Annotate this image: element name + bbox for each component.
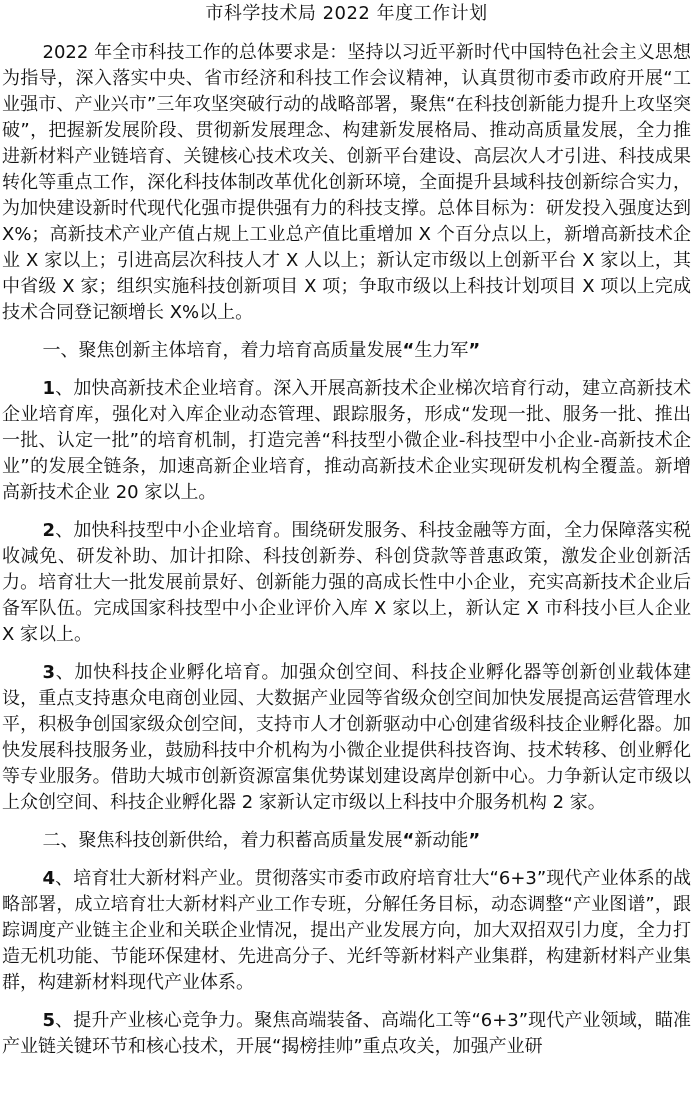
- item-paragraph-2: [2, 518, 691, 648]
- section-heading-1-text: 一、聚焦创新主体培育，着力培育高质量发展: [42, 340, 403, 361]
- item-text: 、提升产业核心竞争力。聚焦高端装备、高端化工等“6+3”现代产业领域，瞄准产业链关键环节和核心技术，开展“揭榜挂帅”重点攻关，加强产业研: [2, 1010, 691, 1057]
- section-heading-2-text: 二、聚焦科技创新供给，着力积蓄高质量发展: [42, 830, 403, 851]
- document-title: 市科学技术局 2022 年度工作计划: [205, 3, 488, 24]
- item-text: 、培育壮大新材料产业。贯彻落实市委市政府培育壮大“6+3”现代产业体系的战略部署，成立培育壮大新材料产业工作专班，分解任务目标，动态调整“产业图谱”，跟踪调度产业链主企业和关联企业情况，提出产业发展方向，加大双招双引力度，全力打造无机功能、节能环保建材、先进高分子、光纤等新材料产业集群，构建新材料产业集群，构建新材料现代产业体系。: [2, 868, 691, 993]
- item-number: 2: [42, 520, 56, 541]
- section-heading-2-open-quote: “: [402, 830, 415, 851]
- item-paragraph-3: [2, 660, 691, 816]
- item-text: 、加快高新技术企业培育。深入开展高新技术企业梯次培育行动，建立高新技术企业培育库，强化对入库企业动态管理、跟踪服务，形成“发现一批、服务一批、推出一批、认定一批”的培育机制，打造完善“科技型小微企业-科技型中小企业-高新技术企业”的发展全链条，加速高新企业培育，推动高新技术企业实现研发机构全覆盖。新增高新技术企业 20 家以上。: [2, 378, 691, 503]
- section-heading-1-close-quote: ”: [468, 340, 481, 361]
- section-heading-2-keyword: 新动能: [414, 830, 469, 851]
- section-heading-1: [2, 338, 691, 364]
- section-heading-2-close-quote: ”: [468, 830, 481, 851]
- item-paragraph-1: [2, 376, 691, 506]
- section-heading-2: [2, 828, 691, 854]
- item-number: 4: [42, 868, 56, 889]
- item-number: 5: [42, 1010, 56, 1031]
- item-number: 1: [42, 378, 56, 399]
- section-heading-1-keyword: 生力军: [414, 340, 469, 361]
- intro-paragraph: 2022 年全市科技工作的总体要求是：坚持以习近平新时代中国特色社会主义思想为指导，深入落实中央、省市经济和科技工作会议精神，认真贯彻市委市政府开展“工业强市、产业兴市”三年攻坚突破行动的战略部署，聚焦“在科技创新能力提升上攻坚突破”，把握新发展阶段、贯彻新发展理念、构建新发展格局、推动高质量发展，全力推进新材料产业链培育、关键核心技术攻关、创新平台建设、高层次人才引进、科技成果转化等重点工作，深化科技体制改革优化创新环境，全面提升县域科技创新综合实力，为加快建设新时代现代化强市提供强有力的科技支撑。总体目标为：研发投入强度达到 X%；高新技术产业产值占规上工业总产值比重增加 X 个百分点以上，新增高新技术企业 X 家以上；引进高层次科技人才 X 人以上；新认定市级以上创新平台 X 家以上，其中省级 X 家；组织实施科技创新项目 X 项；争取市级以上科技计划项目 X 项以上完成技术合同登记额增长 X%以上。: [2, 42, 691, 323]
- section-heading-1-open-quote: “: [402, 340, 415, 361]
- item-number: 3: [42, 662, 56, 683]
- item-paragraph-5: [2, 1008, 691, 1060]
- item-text: 、加快科技企业孵化培育。加强众创空间、科技企业孵化器等创新创业载体建设，重点支持惠众电商创业园、大数据产业园等省级众创空间加快发展提高运营管理水平，积极争创国家级众创空间，支持市人才创新驱动中心创建省级科技企业孵化器。加快发展科技服务业，鼓励科技中介机构为小微企业提供科技咨询、技术转移、创业孵化等专业服务。借助大城市创新资源富集优势谋划建设离岸创新中心。力争新认定市级以上众创空间、科技企业孵化器 2 家新认定市级以上科技中介服务机构 2 家。: [2, 662, 691, 813]
- item-text: 、加快科技型中小企业培育。围绕研发服务、科技金融等方面，全力保障落实税收减免、研发补助、加计扣除、科技创新券、科创贷款等普惠政策，激发企业创新活力。培育壮大一批发展前景好、创新能力强的高成长性中小企业，充实高新技术企业后备军队伍。完成国家科技型中小企业评价入库 X 家以上，新认定 X 市科技小巨人企业 X 家以上。: [2, 520, 691, 645]
- item-paragraph-4: [2, 866, 691, 996]
